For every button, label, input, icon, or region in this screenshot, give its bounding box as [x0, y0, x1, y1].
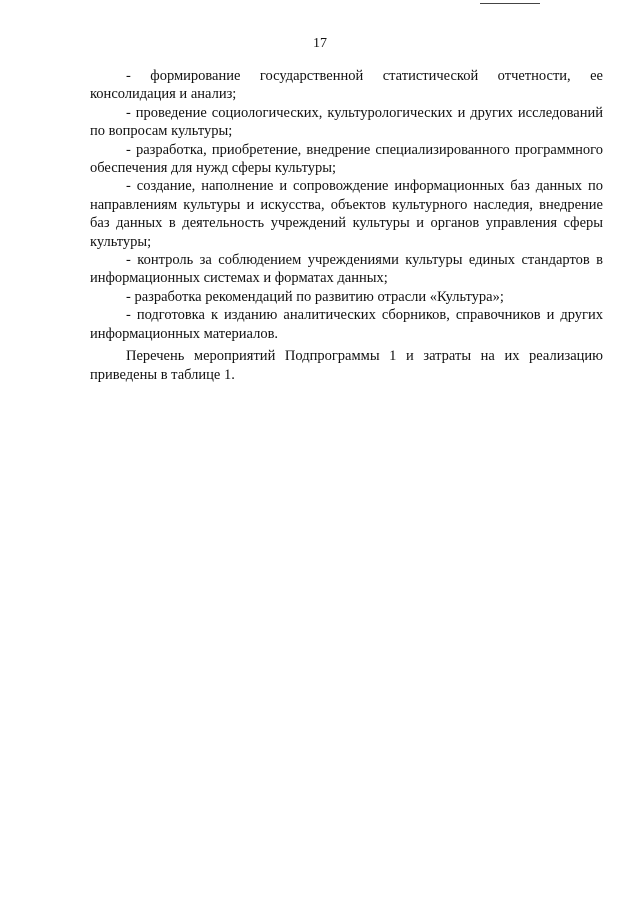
page-number: 17: [313, 36, 327, 51]
list-item-statistics: - формирование государственной статистической отчетности, ее консолидация и анализ;: [90, 68, 603, 103]
closing-paragraph: Перечень мероприятий Подпрограммы 1 и затраты на их реализацию приведены в таблице 1.: [90, 348, 603, 383]
list-item-research: - проведение социологических, культурологических и других исследований по вопросам культуры;: [90, 104, 603, 140]
document-body: [90, 67, 603, 384]
list-item-databases: - создание, наполнение и сопровождение информационных баз данных по направлениям культуры и искусства, объектов культурного наследия, внедрение баз данных в деятельность учреждений культуры и органов управления сферы культуры;: [90, 178, 603, 250]
list-item-publications: - подготовка к изданию аналитических сборников, справочников и других информационных материалов.: [90, 307, 603, 342]
list-item-standards-control: - контроль за соблюдением учреждениями культуры единых стандартов в информационных системах и форматах данных;: [90, 252, 603, 287]
list-item-software: - разработка, приобретение, внедрение специализированного программного обеспечения для нужд сферы культуры;: [90, 141, 603, 177]
list-item-recommendations: - разработка рекомендаций по развитию отрасли «Культура»;: [126, 288, 504, 305]
top-rule: [480, 3, 540, 4]
